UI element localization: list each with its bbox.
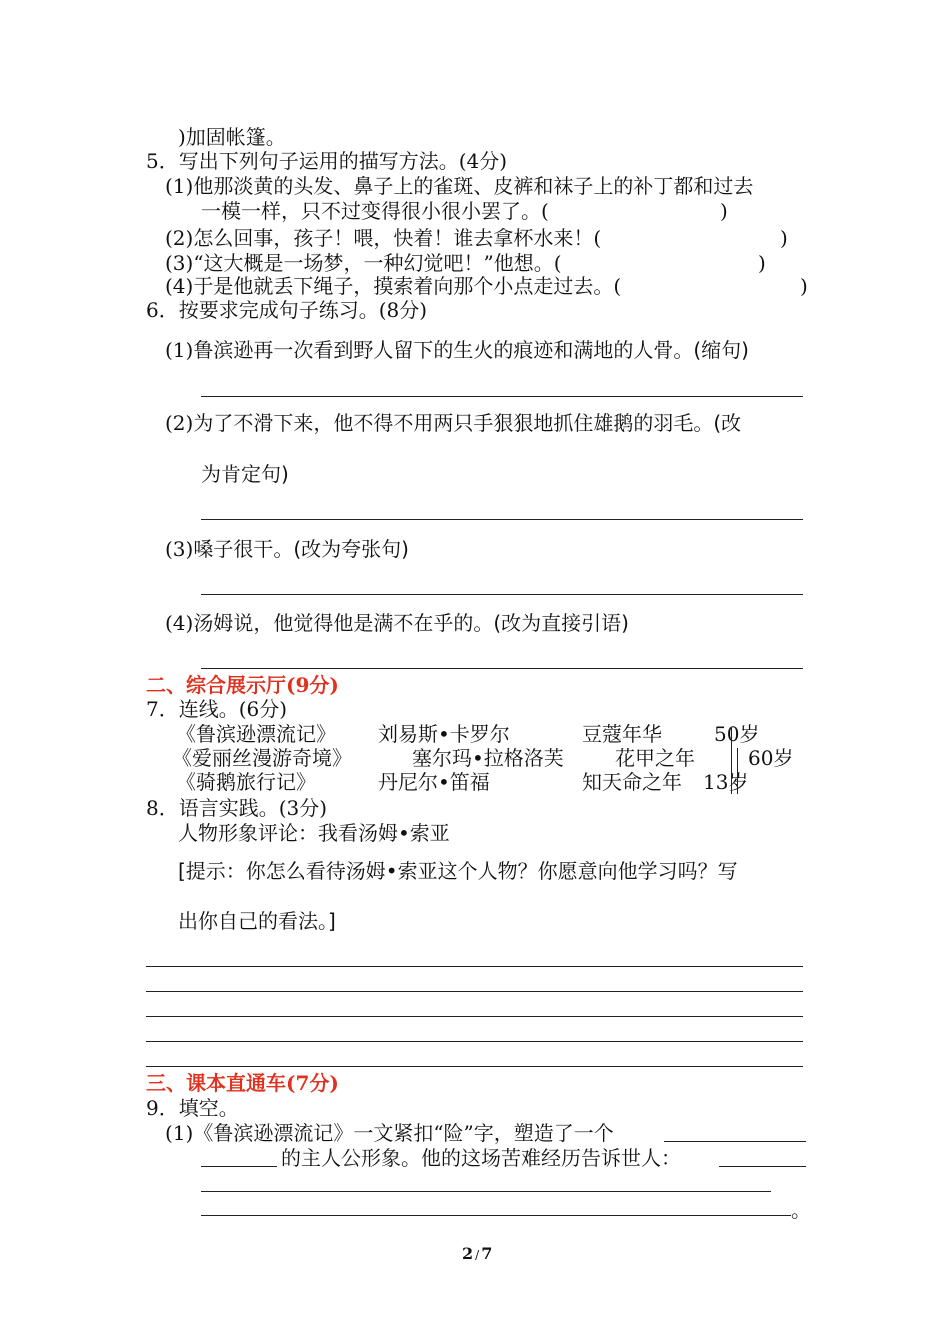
q9-line-1: (1)《鲁滨逊漂流记》一文紧扣“险”字，塑造了一个 <box>165 1121 614 1145</box>
q4-tail: )加固帐篷。 <box>178 125 286 149</box>
q9-blank-2a[interactable] <box>719 1166 806 1167</box>
answer-line-8-3[interactable] <box>146 1016 803 1017</box>
answer-line-8-5[interactable] <box>146 1066 803 1067</box>
q9-title: 9．填空。 <box>146 1096 239 1120</box>
q6-item-2 <box>165 411 741 435</box>
q7-phrase-1: 豆蔻年华 <box>582 722 662 746</box>
q6-item-2-req-a: (改 <box>713 411 742 435</box>
q5-paren-1: ) <box>720 199 728 223</box>
q5-item-1: (1)他那淡黄的头发、鼻子上的雀斑、皮裤和袜子上的补丁都和过去 <box>165 174 754 198</box>
q7-author-2: 塞尔玛•拉格洛芙 <box>412 746 564 770</box>
q6-item-1-text: (1)鲁滨逊再一次看到野人留下的生火的痕迹和满地的人骨。 <box>165 338 694 362</box>
q9-line-2: 的主人公形象。他的这场苦难经历告诉世人： <box>281 1146 681 1170</box>
q5-paren-4: ) <box>800 274 808 298</box>
q7-phrase-2: 花甲之年 <box>615 746 695 770</box>
q9-blank-2c[interactable] <box>201 1215 791 1216</box>
section-3-heading: 三、课本直通车(7分) <box>146 1071 339 1095</box>
q7-author-3: 丹尼尔•笛福 <box>378 770 490 794</box>
q7-book-3: 《骑鹅旅行记》 <box>176 770 316 794</box>
q6-item-4 <box>165 611 629 635</box>
q6-item-1 <box>165 338 749 362</box>
q5-item-3: (3)“这大概是一场梦，一种幻觉吧！”他想。( <box>165 251 562 275</box>
q8-hint-b: 出你自己的看法。] <box>178 909 336 933</box>
q7-age-2: 60岁 <box>748 746 794 770</box>
q5-title: 5．写出下列句子运用的描写方法。(4分) <box>146 149 508 173</box>
q9-blank-1b[interactable] <box>201 1166 277 1167</box>
q9-end-mark: 。 <box>791 1198 811 1222</box>
q7-phrase-3: 知天命之年 <box>582 770 682 794</box>
answer-line-8-4[interactable] <box>146 1041 803 1042</box>
q5-item-1-cont: 一模一样，只不过变得很小很小罢了。( <box>201 199 549 223</box>
q7-author-1: 刘易斯•卡罗尔 <box>378 722 510 746</box>
q6-title: 6．按要求完成句子练习。(8分) <box>146 298 428 322</box>
page-separator: / <box>475 1248 480 1262</box>
q7-age-3: 13岁 <box>703 770 749 794</box>
q5-item-4: (4)于是他就丢下绳子，摸索着向那个小点走过去。( <box>165 274 622 298</box>
page-current: 2 <box>462 1244 474 1263</box>
q7-book-1: 《鲁滨逊漂流记》 <box>176 722 336 746</box>
q6-item-4-text: (4)汤姆说，他觉得他是满不在乎的。 <box>165 611 494 635</box>
q7-age-1: 50岁 <box>714 722 760 746</box>
page-total: 7 <box>481 1244 493 1263</box>
answer-line-6-3[interactable] <box>201 594 803 595</box>
q6-item-2-req-b: 为肯定句) <box>201 462 289 486</box>
page-number <box>462 1244 492 1263</box>
q5-paren-3: ) <box>758 251 766 275</box>
q6-item-4-req: (改为直接引语) <box>493 611 629 635</box>
q9-blank-2b[interactable] <box>201 1191 771 1192</box>
q6-item-2-text: (2)为了不滑下来，他不得不用两只手狠狠地抓住雄鹅的羽毛。 <box>165 411 714 435</box>
q6-item-3-req: (改为夸张句) <box>293 537 409 561</box>
q9-blank-1a[interactable] <box>664 1141 806 1142</box>
q6-item-3-text: (3)嗓子很干。 <box>165 537 294 561</box>
q8-hint-a: [提示：你怎么看待汤姆•索亚这个人物？你愿意向他学习吗？写 <box>178 859 738 883</box>
q7-divider-line-right <box>737 748 738 794</box>
q5-item-2: (2)怎么回事，孩子！喂，快着！谁去拿杯水来！( <box>165 226 602 250</box>
q7-title: 7．连线。(6分) <box>146 697 288 721</box>
q5-paren-2: ) <box>780 226 788 250</box>
answer-line-6-2[interactable] <box>201 519 803 520</box>
q8-title: 8．语言实践。(3分) <box>146 796 328 820</box>
answer-line-8-1[interactable] <box>146 966 803 967</box>
q8-topic: 人物形象评论：我看汤姆•索亚 <box>178 821 450 845</box>
section-2-heading: 二、综合展示厅(9分) <box>146 673 339 697</box>
answer-line-6-4[interactable] <box>201 668 803 669</box>
answer-line-8-2[interactable] <box>146 991 803 992</box>
q6-item-1-req: (缩句) <box>693 338 749 362</box>
q7-divider-line-left <box>731 728 732 794</box>
q7-book-2: 《爱丽丝漫游奇境》 <box>172 746 352 770</box>
answer-line-6-1[interactable] <box>201 396 803 397</box>
q6-item-3 <box>165 537 409 561</box>
